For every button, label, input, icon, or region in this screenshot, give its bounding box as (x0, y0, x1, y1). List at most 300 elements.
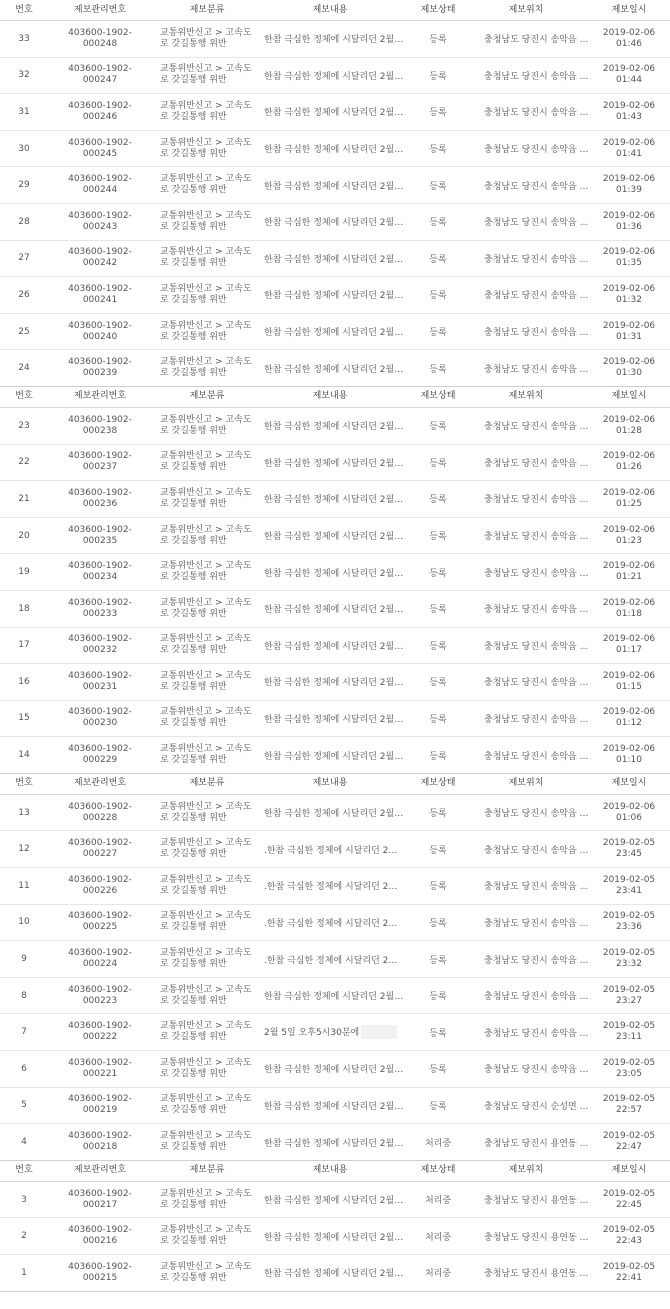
row-content-link[interactable] (262, 1266, 404, 1280)
report-id-line2: 000226 (82, 885, 118, 896)
report-id-line2: 000235 (82, 535, 118, 546)
column-header-status: 제보상태 (420, 391, 456, 402)
row-report-id (48, 1094, 152, 1116)
date-line1: 2019-02-06 (602, 597, 656, 608)
date-line2: 23:32 (616, 959, 642, 970)
content-text[interactable]: 한참 극심한 정체에 시달리던 2월… (264, 181, 404, 192)
row-content-link[interactable] (262, 179, 404, 192)
table-row[interactable] (0, 167, 670, 204)
date-line1: 2019-02-06 (602, 634, 656, 645)
category-line1: 교통위반신고 > 고속도 (160, 634, 252, 645)
row-category (152, 911, 262, 933)
category-line2: 로 갓길통행 위반 (160, 1032, 227, 1043)
content-text[interactable]: 한참 극심한 정체에 시달리던 2월… (264, 291, 404, 302)
table-row[interactable] (0, 591, 670, 628)
table-row[interactable] (0, 58, 670, 95)
row-content-link[interactable] (262, 602, 404, 616)
category-line2: 로 갓길통행 위반 (160, 1199, 227, 1210)
column-header-category: 제보분류 (189, 4, 225, 15)
row-number: 15 (18, 713, 30, 724)
row-content-link[interactable] (262, 288, 404, 302)
row-location: 충청남도 당진시 송악읍 … (484, 714, 589, 725)
date-line2: 01:25 (616, 498, 642, 509)
column-header-status: 제보상태 (420, 1165, 456, 1176)
table-row[interactable] (0, 628, 670, 665)
date-line1: 2019-02-06 (602, 487, 656, 498)
content-text[interactable]: .한참 극심한 정체에 시달리던 2… (264, 955, 398, 966)
row-content-link[interactable] (262, 916, 398, 929)
row-number: 11 (18, 880, 30, 891)
table-row[interactable] (0, 481, 670, 518)
row-status: 등록 (429, 1101, 447, 1112)
row-category (152, 284, 262, 306)
row-date (574, 838, 670, 860)
row-content-link[interactable] (262, 69, 404, 82)
row-report-id (48, 1189, 152, 1211)
table-row[interactable] (0, 408, 670, 445)
row-content-link[interactable] (262, 712, 404, 725)
row-date (574, 247, 670, 269)
row-location: 충청남도 당진시 송악읍 … (484, 605, 589, 616)
date-line1: 2019-02-06 (602, 320, 656, 331)
report-id-line1: 403600-1902- (68, 744, 132, 755)
report-id-line2: 000222 (82, 1032, 118, 1043)
row-status: 등록 (429, 751, 447, 762)
row-content-link[interactable] (262, 843, 398, 856)
row-number: 16 (18, 676, 30, 687)
table-row[interactable] (0, 241, 670, 278)
row-content-link[interactable] (262, 806, 404, 820)
report-id-line2: 000233 (82, 608, 118, 619)
content-text[interactable]: 한참 극심한 정체에 시달리던 2월… (264, 422, 404, 433)
report-id-line2: 000218 (82, 1142, 118, 1153)
date-line2: 01:26 (616, 462, 642, 473)
date-line1: 2019-02-06 (602, 414, 656, 425)
row-category (152, 321, 262, 343)
row-date (574, 1189, 670, 1211)
date-line2: 22:45 (616, 1199, 642, 1210)
row-location: 충청남도 당진시 송악읍 … (484, 955, 589, 966)
category-line1: 교통위반신고 > 고속도 (160, 64, 252, 75)
row-content-link[interactable] (262, 492, 404, 506)
table-row[interactable] (0, 131, 670, 168)
table-section (0, 0, 670, 387)
row-number: 18 (18, 603, 30, 614)
category-line1: 교통위반신고 > 고속도 (160, 801, 252, 812)
row-report-id (48, 948, 152, 970)
row-category (152, 415, 262, 437)
row-location: 충청남도 당진시 송악읍 … (484, 291, 589, 302)
date-line2: 01:10 (616, 755, 642, 766)
row-content-link[interactable] (262, 1136, 404, 1149)
row-report-id (48, 174, 152, 196)
row-date (574, 138, 670, 160)
row-content-link[interactable] (262, 456, 404, 469)
row-status: 등록 (429, 291, 447, 302)
category-line1: 교통위반신고 > 고속도 (160, 414, 252, 425)
column-header-status: 제보상태 (420, 4, 456, 15)
category-line1: 교통위반신고 > 고속도 (160, 174, 252, 185)
row-content-link[interactable] (262, 639, 404, 652)
table-header (0, 387, 670, 408)
table-row[interactable] (0, 941, 670, 978)
report-id-line1: 403600-1902- (68, 1021, 132, 1032)
category-line1: 교통위반신고 > 고속도 (160, 487, 252, 498)
row-content-link[interactable] (262, 566, 404, 579)
table-row[interactable] (0, 445, 670, 482)
date-line2: 22:57 (616, 1105, 642, 1116)
row-content-link[interactable] (262, 1025, 398, 1040)
row-date (574, 525, 670, 547)
row-number: 2 (21, 1231, 27, 1242)
date-line2: 01:35 (616, 258, 642, 269)
date-line2: 01:32 (616, 294, 642, 305)
table-row[interactable] (0, 314, 670, 351)
row-category (152, 211, 262, 233)
content-text[interactable]: 한참 극심한 정체에 시달리던 2월… (264, 145, 404, 156)
row-content-link[interactable] (262, 1099, 404, 1112)
table-row[interactable] (0, 905, 670, 942)
row-category (152, 247, 262, 269)
date-line2: 01:06 (616, 812, 642, 823)
table-section (0, 1161, 670, 1292)
row-location: 충청남도 당진시 송악읍 … (484, 254, 589, 265)
row-content-link[interactable] (262, 1193, 404, 1207)
row-category (152, 138, 262, 160)
row-location: 충청남도 당진시 송악읍 … (484, 992, 589, 1003)
date-line1: 2019-02-05 (602, 1057, 656, 1068)
report-id-line1: 403600-1902- (68, 27, 132, 38)
row-content-link[interactable] (262, 105, 404, 119)
content-text[interactable]: 한참 극심한 정체에 시달리던 2월… (264, 532, 404, 543)
category-line2: 로 갓길통행 위반 (160, 812, 227, 823)
row-report-id (48, 744, 152, 766)
row-status: 등록 (429, 955, 447, 966)
row-date (574, 911, 670, 933)
category-line2: 로 갓길통행 위반 (160, 498, 227, 509)
category-line2: 로 갓길통행 위반 (160, 1236, 227, 1247)
category-line1: 교통위반신고 > 고속도 (160, 451, 252, 462)
report-id-line2: 000219 (82, 1105, 118, 1116)
column-header-num: 번호 (15, 391, 33, 402)
row-content-link[interactable] (262, 325, 404, 339)
date-line1: 2019-02-05 (602, 838, 656, 849)
row-content-link[interactable] (262, 252, 404, 265)
row-location: 충청남도 당진시 송악읍 … (484, 71, 589, 82)
row-location: 충청남도 당진시 송악읍 … (484, 751, 589, 762)
row-date (574, 488, 670, 510)
row-location: 충청남도 당진시 송악읍 … (484, 181, 589, 192)
row-status: 등록 (429, 641, 447, 652)
table-row[interactable] (0, 21, 670, 58)
date-line1: 2019-02-05 (602, 911, 656, 922)
category-line1: 교통위반신고 > 고속도 (160, 1094, 252, 1105)
date-line2: 01:41 (616, 148, 642, 159)
row-status: 등록 (429, 1028, 447, 1039)
row-report-id (48, 525, 152, 547)
row-number: 6 (21, 1063, 27, 1074)
row-content-link[interactable] (262, 529, 404, 543)
category-line2: 로 갓길통행 위반 (160, 608, 227, 619)
row-category (152, 451, 262, 473)
row-content-link[interactable] (262, 749, 404, 762)
table-row[interactable] (0, 1124, 670, 1161)
report-id-line1: 403600-1902- (68, 984, 132, 995)
content-text[interactable]: 한참 극심한 정체에 시달리던 2월… (264, 458, 404, 469)
category-line2: 로 갓길통행 위반 (160, 1142, 227, 1153)
row-content-link[interactable] (262, 1230, 404, 1243)
table-row[interactable] (0, 204, 670, 241)
date-line1: 2019-02-06 (602, 801, 656, 812)
row-content-link[interactable] (262, 419, 404, 433)
table-row[interactable] (0, 350, 670, 387)
report-id-line2: 000228 (82, 812, 118, 823)
report-id-line2: 000245 (82, 148, 118, 159)
category-line1: 교통위반신고 > 고속도 (160, 561, 252, 572)
row-date (574, 174, 670, 196)
content-text[interactable]: 한참 극심한 정체에 시달리던 2월… (264, 35, 404, 46)
row-content-link[interactable] (262, 362, 404, 375)
table-row[interactable] (0, 518, 670, 555)
row-number: 25 (18, 326, 30, 337)
category-line2: 로 갓길통행 위반 (160, 535, 227, 546)
row-location: 충청남도 당진시 용연동 … (484, 1232, 589, 1243)
content-text[interactable]: 한참 극심한 정체에 시달리던 2월… (264, 495, 404, 506)
content-text[interactable]: 한참 극심한 정체에 시달리던 2월… (264, 108, 404, 119)
row-location: 충청남도 당진시 송악읍 … (484, 845, 589, 856)
row-number: 3 (21, 1194, 27, 1205)
row-number: 13 (18, 807, 30, 818)
row-status: 등록 (429, 218, 447, 229)
row-category (152, 64, 262, 86)
column-header-location: 제보위치 (508, 778, 544, 789)
date-line2: 22:41 (616, 1272, 642, 1283)
table-row[interactable] (0, 737, 670, 774)
category-line2: 로 갓길통행 위반 (160, 221, 227, 232)
row-number: 24 (18, 363, 30, 374)
table-row[interactable] (0, 277, 670, 314)
category-line1: 교통위반신고 > 고속도 (160, 283, 252, 294)
column-header-content: 제보내용 (312, 391, 348, 402)
report-id-line2: 000229 (82, 755, 118, 766)
content-text[interactable]: 한참 극심한 정체에 시달리던 2월… (264, 1065, 404, 1076)
row-number: 17 (18, 640, 30, 651)
row-date (574, 1021, 670, 1043)
report-id-line2: 000243 (82, 221, 118, 232)
date-line1: 2019-02-06 (602, 27, 656, 38)
report-id-line2: 000225 (82, 922, 118, 933)
row-content-link[interactable] (262, 879, 398, 892)
row-date (574, 1262, 670, 1284)
report-id-line1: 403600-1902- (68, 320, 132, 331)
column-header-location: 제보위치 (508, 1165, 544, 1176)
content-text[interactable]: 한참 극심한 정체에 시달리던 2월… (264, 364, 404, 375)
column-header-id: 제보관리번호 (73, 4, 127, 15)
row-status: 등록 (429, 458, 447, 469)
table-row[interactable] (0, 1051, 670, 1088)
row-report-id (48, 838, 152, 860)
content-text[interactable]: .한참 극심한 정체에 시달리던 2… (264, 845, 398, 856)
row-location: 충청남도 당진시 용연동 … (484, 1269, 589, 1280)
table-row[interactable] (0, 1088, 670, 1125)
column-header-content: 제보내용 (312, 778, 348, 789)
report-id-line2: 000230 (82, 718, 118, 729)
row-content-link[interactable] (262, 142, 404, 156)
row-content-link[interactable] (262, 989, 404, 1003)
content-text[interactable]: 한참 극심한 정체에 시달리던 2월… (264, 1138, 404, 1149)
content-text[interactable]: 한참 극심한 정체에 시달리던 2월… (264, 254, 404, 265)
content-text[interactable]: 한참 극심한 정체에 시달리던 2월… (264, 328, 404, 339)
report-id-line1: 403600-1902- (68, 838, 132, 849)
category-line1: 교통위반신고 > 고속도 (160, 911, 252, 922)
content-text[interactable]: 한참 극심한 정체에 시달리던 2월… (264, 751, 404, 762)
row-number: 5 (21, 1100, 27, 1111)
date-line2: 23:11 (616, 1032, 642, 1043)
row-number: 12 (18, 844, 30, 855)
row-content-link[interactable] (262, 1062, 404, 1076)
date-line2: 23:45 (616, 849, 642, 860)
date-line2: 01:36 (616, 221, 642, 232)
content-text[interactable]: 2월 5일 오후5시30분에 (264, 1027, 360, 1038)
row-content-link[interactable] (262, 675, 404, 689)
row-report-id (48, 1058, 152, 1080)
category-line1: 교통위반신고 > 고속도 (160, 100, 252, 111)
content-text[interactable]: 한참 극심한 정체에 시달리던 2월… (264, 678, 404, 689)
table-row[interactable] (0, 978, 670, 1015)
date-line2: 23:27 (616, 995, 642, 1006)
row-location: 충청남도 당진시 송악읍 … (484, 145, 589, 156)
row-location: 충청남도 당진시 송악읍 … (484, 495, 589, 506)
row-date (574, 1094, 670, 1116)
row-location: 충청남도 당진시 송악읍 … (484, 108, 589, 119)
row-report-id (48, 802, 152, 824)
content-text[interactable]: 한참 극심한 정체에 시달리던 2월… (264, 71, 404, 82)
row-date (574, 598, 670, 620)
column-header-id: 제보관리번호 (73, 1165, 127, 1176)
table-row[interactable] (0, 795, 670, 832)
date-line2: 01:21 (616, 572, 642, 583)
row-category (152, 1262, 262, 1284)
content-text[interactable]: 한참 극심한 정체에 시달리던 2월… (264, 714, 404, 725)
category-line2: 로 갓길통행 위반 (160, 185, 227, 196)
row-location: 충청남도 당진시 용연동 … (484, 1196, 589, 1207)
row-report-id (48, 415, 152, 437)
row-status: 등록 (429, 605, 447, 616)
category-line2: 로 갓길통행 위반 (160, 368, 227, 379)
table-section (0, 774, 670, 1161)
table-row[interactable] (0, 868, 670, 905)
table-row[interactable] (0, 1182, 670, 1219)
report-id-line2: 000223 (82, 995, 118, 1006)
row-report-id (48, 875, 152, 897)
row-content-link[interactable] (262, 215, 404, 229)
category-line2: 로 갓길통행 위반 (160, 922, 227, 933)
report-id-line1: 403600-1902- (68, 137, 132, 148)
date-line2: 01:18 (616, 608, 642, 619)
row-date (574, 211, 670, 233)
date-line1: 2019-02-05 (602, 1261, 656, 1272)
table-row[interactable] (0, 1014, 670, 1051)
category-line2: 로 갓길통행 위반 (160, 258, 227, 269)
content-text[interactable]: 한참 극심한 정체에 시달리던 2월… (264, 1196, 404, 1207)
row-report-id (48, 1021, 152, 1043)
table-row[interactable] (0, 831, 670, 868)
content-text[interactable]: .한참 극심한 정체에 시달리던 2… (264, 918, 398, 929)
row-number: 31 (18, 106, 30, 117)
category-line2: 로 갓길통행 위반 (160, 718, 227, 729)
content-text[interactable]: 한참 극심한 정체에 시달리던 2월… (264, 1101, 404, 1112)
report-id-line1: 403600-1902- (68, 64, 132, 75)
date-line1: 2019-02-06 (602, 744, 656, 755)
content-text[interactable]: 한참 극심한 정체에 시달리던 2월… (264, 641, 404, 652)
row-location: 충청남도 당진시 송악읍 … (484, 35, 589, 46)
date-line1: 2019-02-06 (602, 64, 656, 75)
content-text[interactable]: 한참 극심한 정체에 시달리던 2월… (264, 809, 404, 820)
category-line1: 교통위반신고 > 고속도 (160, 1021, 252, 1032)
date-line1: 2019-02-06 (602, 247, 656, 258)
content-text[interactable]: 한참 극심한 정체에 시달리던 2월… (264, 568, 404, 579)
content-text[interactable]: 한참 극심한 정체에 시달리던 2월… (264, 992, 404, 1003)
report-id-line2: 000227 (82, 849, 118, 860)
row-report-id (48, 634, 152, 656)
row-number: 22 (18, 457, 30, 468)
row-status: 등록 (429, 35, 447, 46)
row-status: 등록 (429, 532, 447, 543)
content-text[interactable]: 한참 극심한 정체에 시달리던 2월… (264, 605, 404, 616)
report-id-line2: 000241 (82, 294, 118, 305)
row-status: 등록 (429, 422, 447, 433)
row-category (152, 1094, 262, 1116)
content-text[interactable]: 한참 극심한 정체에 시달리던 2월… (264, 1232, 404, 1243)
category-line1: 교통위반신고 > 고속도 (160, 247, 252, 258)
table-row[interactable] (0, 701, 670, 738)
row-date (574, 357, 670, 379)
report-id-line1: 403600-1902- (68, 174, 132, 185)
redacted-block (361, 1025, 397, 1039)
row-report-id (48, 64, 152, 86)
category-line1: 교통위반신고 > 고속도 (160, 27, 252, 38)
date-line2: 23:05 (616, 1068, 642, 1079)
content-text[interactable]: 한참 극심한 정체에 시달리던 2월… (264, 218, 404, 229)
table-row[interactable] (0, 554, 670, 591)
date-line2: 01:39 (616, 185, 642, 196)
column-header-num: 번호 (15, 4, 33, 15)
category-line1: 교통위반신고 > 고속도 (160, 597, 252, 608)
table-row[interactable] (0, 1255, 670, 1292)
table-row[interactable] (0, 1218, 670, 1255)
report-id-line1: 403600-1902- (68, 874, 132, 885)
row-category (152, 1189, 262, 1211)
table-row[interactable] (0, 94, 670, 131)
row-number: 23 (18, 420, 30, 431)
table-row[interactable] (0, 664, 670, 701)
content-text[interactable]: 한참 극심한 정체에 시달리던 2월… (264, 1269, 404, 1280)
category-line1: 교통위반신고 > 고속도 (160, 524, 252, 535)
row-content-link[interactable] (262, 32, 404, 46)
row-report-id (48, 1225, 152, 1247)
report-id-line1: 403600-1902- (68, 1225, 132, 1236)
content-text[interactable]: .한참 극심한 정체에 시달리던 2… (264, 882, 398, 893)
row-content-link[interactable] (262, 953, 398, 966)
category-line1: 교통위반신고 > 고속도 (160, 1131, 252, 1142)
date-line1: 2019-02-05 (602, 1021, 656, 1032)
row-category (152, 985, 262, 1007)
row-number: 28 (18, 216, 30, 227)
row-report-id (48, 247, 152, 269)
report-id-line2: 000236 (82, 498, 118, 509)
category-line1: 교통위반신고 > 고속도 (160, 670, 252, 681)
row-number: 1 (21, 1267, 27, 1278)
